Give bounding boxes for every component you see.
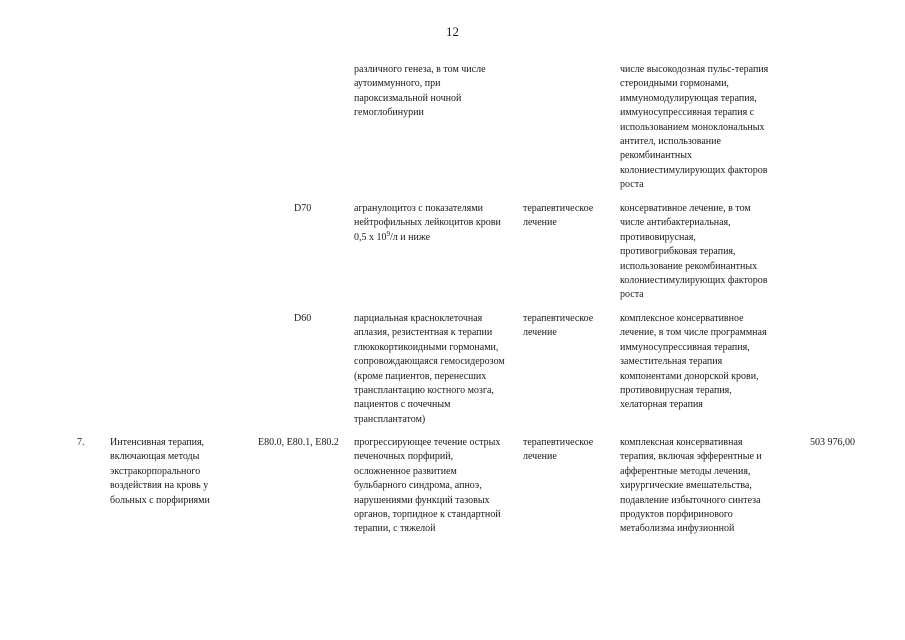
- text-line: противовирусная терапия,: [620, 385, 732, 397]
- text-line: аутоиммунного, при: [354, 78, 441, 90]
- text-line: [354, 231, 524, 245]
- treatment-type-cell: [523, 202, 613, 231]
- text-line: трансплантатом): [354, 413, 426, 425]
- text-line: продуктов порфиринового: [620, 509, 733, 521]
- disease-cell: [354, 63, 524, 121]
- text-line: больных с порфириями: [110, 494, 210, 506]
- text-line: Интенсивная терапия,: [110, 437, 205, 448]
- text-line: пациентов с почечным: [354, 399, 451, 411]
- text-line: терапевтическое: [523, 437, 594, 448]
- text-line: терапевтическое: [523, 313, 594, 324]
- text-line: глюкокортикоидными гормонами,: [354, 341, 499, 353]
- text-line: компонентами донорской крови,: [620, 370, 759, 382]
- text-line: иммуносупрессивная терапия с: [620, 107, 755, 119]
- text-line: афферентные методы лечения,: [620, 465, 751, 477]
- row-number-cell: 7.: [77, 437, 85, 448]
- text-line: использование рекомбинантных: [620, 260, 758, 272]
- text-line: колониестимулирующих факторов: [620, 164, 768, 176]
- text-line: пароксизмальной ночной: [354, 92, 462, 104]
- text-line: (кроме пациентов, перенесших: [354, 370, 487, 382]
- icd-code-cell: D60: [294, 313, 312, 324]
- disease-cell: [354, 202, 524, 245]
- text-line: парциальная красноклеточная: [354, 313, 483, 324]
- text-line: агранулоцитоз с показателями: [354, 203, 483, 214]
- text-line: аплазия, резистентная к терапии: [354, 327, 493, 339]
- text-line: нарушениями функций тазовых: [354, 494, 490, 506]
- text-line: трансплантацию костного мозга,: [354, 385, 494, 397]
- text-line: противогрибковая терапия,: [620, 246, 736, 258]
- text-line: воздействия на кровь у: [110, 480, 209, 492]
- text-line: колониестимулирующих факторов: [620, 275, 768, 287]
- text-line: экстракорпорального: [110, 465, 201, 477]
- treatment-method-cell: [620, 436, 805, 537]
- text-line: антител, использование: [620, 136, 721, 148]
- text-line: различного генеза, в том числе: [354, 64, 486, 75]
- text-line: противовирусная,: [620, 231, 696, 243]
- text-line: метаболизма инфузионной: [620, 523, 735, 535]
- disease-cell: [354, 312, 524, 427]
- text-line: терапии, с тяжелой: [354, 523, 436, 535]
- disease-cell: [354, 436, 524, 537]
- treatment-type-cell: [523, 436, 613, 465]
- superscript: 9: [386, 229, 390, 238]
- text-line: числе высокодозная пульс-терапия: [620, 64, 769, 75]
- text-line: лечение: [523, 327, 557, 339]
- text-line: комплексное консервативное: [620, 313, 744, 324]
- icd-code-cell: E80.0, E80.1, E80.2: [258, 437, 339, 448]
- text-fragment: 0,5 х 10: [354, 231, 387, 243]
- text-line: органов, торпидное к стандартной: [354, 509, 501, 521]
- cost-cell: 503 976,00: [810, 437, 855, 448]
- text-line: лечение: [523, 217, 557, 229]
- text-line: роста: [620, 179, 644, 191]
- page-number: 12: [446, 24, 459, 39]
- text-line: сопровождающаяся гемосидерозом: [354, 356, 505, 368]
- text-line: иммуносупрессивная терапия,: [620, 341, 750, 353]
- text-line: подавление избыточного синтеза: [620, 494, 761, 506]
- text-line: использованием моноклональных: [620, 121, 765, 133]
- text-line: прогрессирующее течение острых: [354, 437, 501, 448]
- treatment-name-cell: [110, 436, 240, 508]
- text-line: лечение: [523, 451, 557, 463]
- text-line: комплексная консервативная: [620, 437, 743, 448]
- icd-code-cell: D70: [294, 203, 312, 214]
- text-line: стероидными гормонами,: [620, 78, 729, 90]
- text-line: хелаторная терапия: [620, 399, 703, 411]
- text-line: лечение, в том числе программная: [620, 327, 767, 339]
- treatment-method-cell: [620, 312, 805, 413]
- text-line: заместительная терапия: [620, 356, 723, 368]
- text-line: включающая методы: [110, 451, 200, 463]
- text-line: нейтрофильных лейкоцитов крови: [354, 217, 501, 229]
- text-fragment: /л и ниже: [390, 231, 431, 243]
- text-line: печеночных порфирий,: [354, 451, 454, 463]
- text-line: хирургические вмешательства,: [620, 480, 752, 492]
- treatment-type-cell: [523, 312, 613, 341]
- text-line: иммуномодулирующая терапия,: [620, 92, 757, 104]
- text-line: гемоглобинурии: [354, 107, 424, 119]
- text-line: осложненное развитием: [354, 465, 457, 477]
- treatment-method-cell: [620, 63, 805, 193]
- treatment-method-cell: [620, 202, 805, 303]
- text-line: роста: [620, 289, 644, 301]
- text-line: рекомбинантных: [620, 150, 692, 162]
- text-line: терапия, включая эфферентные и: [620, 451, 762, 463]
- text-line: бульбарного синдрома, апноэ,: [354, 480, 482, 492]
- text-line: числе антибактериальная,: [620, 217, 731, 229]
- text-line: терапевтическое: [523, 203, 594, 214]
- text-line: консервативное лечение, в том: [620, 203, 751, 214]
